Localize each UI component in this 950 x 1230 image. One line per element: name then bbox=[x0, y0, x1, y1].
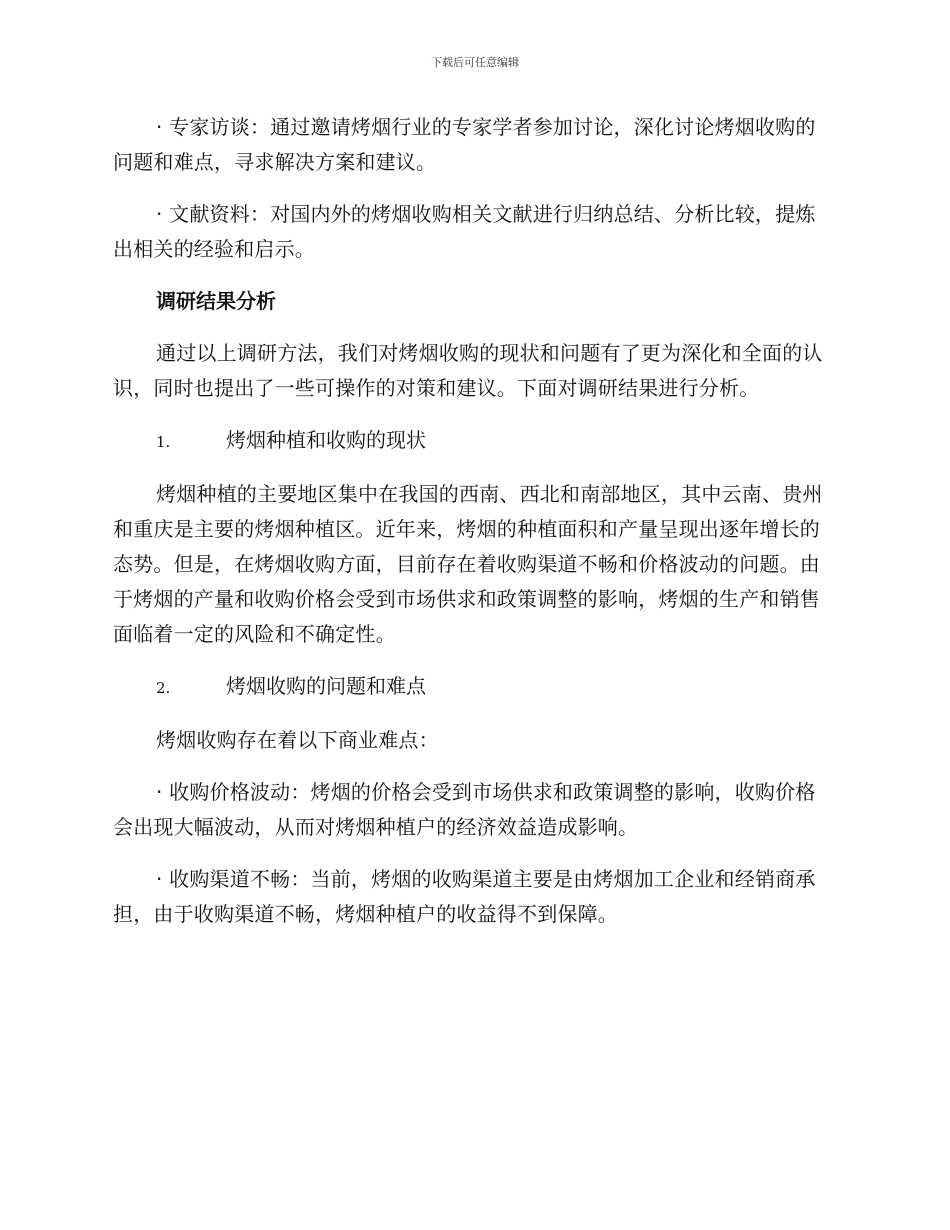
list-number: 1. bbox=[156, 433, 171, 451]
paragraph-analysis-intro: 通过以上调研方法，我们对烤烟收购的现状和问题有了更为深化和全面的认识，同时也提出了一些可操作的对策和建议。下面对调研结果进行分析。 bbox=[113, 341, 823, 400]
paragraph-difficulties-intro: 烤烟收购存在着以下商业难点： bbox=[156, 728, 439, 752]
page-header: 下载后可任意编辑 bbox=[431, 56, 519, 69]
paragraph-literature: · 文献资料：对国内外的烤烟收购相关文献进行归纳总结、分析比较，提炼出相关的经验和启示。 bbox=[113, 202, 816, 261]
paragraph-status: 烤烟种植的主要地区集中在我国的西南、西北和南部地区，其中云南、贵州和重庆是主要的烤烟种植区。近年来，烤烟的种植面积和产量呈现出逐年增长的态势。但是，在烤烟收购方面，目前存在着收购渠道不畅和价格波动的问题。由于烤烟的产量和收购价格会受到市场供求和政策调整的影响，烤烟的生产和销售面临着一定的风险和不确定性。 bbox=[113, 482, 823, 646]
paragraph-channel-blocked: · 收购渠道不畅：当前，烤烟的收购渠道主要是由烤烟加工企业和经销商承担，由于收购渠道不畅，烤烟种植户的收益得不到保障。 bbox=[113, 867, 816, 926]
numbered-heading-2 bbox=[113, 669, 833, 706]
paragraph-expert-interview: · 专家访谈：通过邀请烤烟行业的专家学者参加讨论，深化讨论烤烟收购的问题和难点，寻求解决方案和建议。 bbox=[113, 115, 816, 174]
list-number: 2. bbox=[156, 679, 171, 697]
document-body bbox=[113, 110, 833, 949]
paragraph-price-fluctuation: · 收购价格波动：烤烟的价格会受到市场供求和政策调整的影响，收购价格会出现大幅波动，从而对烤烟种植户的经济效益造成影响。 bbox=[113, 780, 816, 839]
section-heading: 调研结果分析 bbox=[156, 289, 276, 313]
numbered-heading-text: 烤烟收购的问题和难点 bbox=[226, 674, 426, 698]
numbered-heading-text: 烤烟种植和收购的现状 bbox=[226, 428, 426, 452]
numbered-heading-1 bbox=[113, 423, 833, 460]
